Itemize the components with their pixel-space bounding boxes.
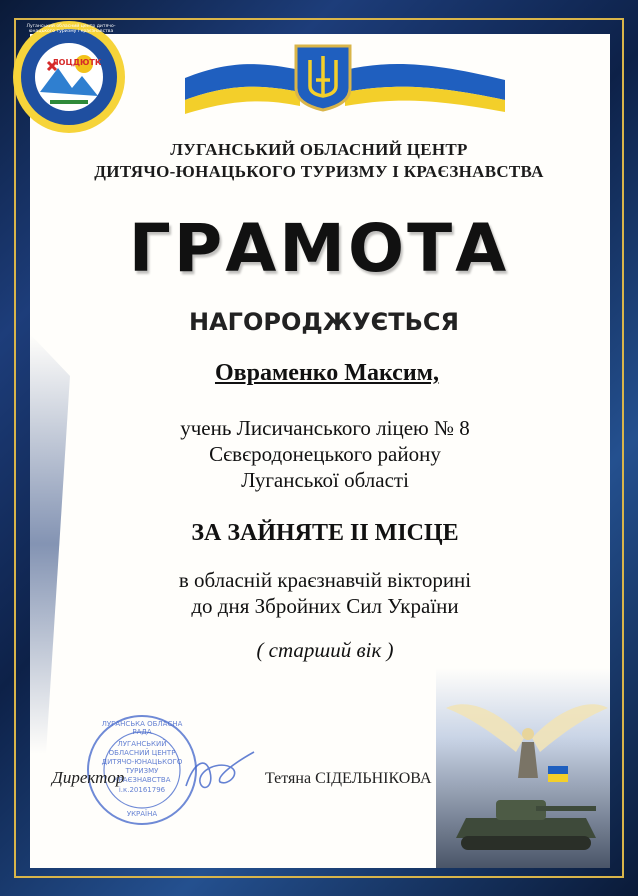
director-first-name: Тетяна: [265, 770, 312, 787]
logo-ring-text: Луганський обласний центр дитячо-юнацького туризму і краєзнавства: [26, 24, 116, 34]
director-role: Директор: [52, 768, 125, 787]
age-group: ( старший вік ): [256, 638, 394, 662]
stamp-line-3: ДИТЯЧО-ЮНАЦЬКОГО: [101, 758, 183, 766]
detail-line-2: Сєвєродонецького району: [209, 442, 441, 466]
detail-line-1: учень Лисичанського ліцею № 8: [180, 416, 470, 440]
place-label: ЗА ЗАЙНЯТЕ ІІ МІСЦЕ: [191, 520, 459, 546]
certificate-title: ГРАМОТА: [128, 210, 510, 287]
awarded-label: НАГОРОДЖУЄТЬСЯ: [189, 308, 459, 336]
stamp-line-5: КРАЄЗНАВСТВА: [113, 776, 171, 784]
recipient-name: Овраменко Максим,: [214, 360, 440, 386]
stamp-code: і.к.20161796: [118, 786, 166, 794]
organization-logo: [10, 18, 128, 136]
stamp-line-1: ЛУГАНСЬКИЙ: [117, 740, 167, 748]
logo-center-text: ЛОЦДЮТК: [52, 58, 102, 67]
detail-line-3: Луганської області: [241, 468, 409, 492]
director-signature: [180, 742, 260, 802]
trident-icon: [296, 46, 350, 110]
stamp-ring-bottom: УКРАЇНА: [126, 810, 158, 818]
stamp-line-4: ТУРИЗМУ: [125, 767, 159, 775]
angel-tank-illustration: [436, 668, 610, 868]
organization-line-2: ДИТЯЧО-ЮНАЦЬКОГО ТУРИЗМУ І КРАЄЗНАВСТВА: [94, 162, 544, 181]
event-line-2: до дня Збройних Сил України: [191, 594, 459, 618]
event-line-1: в обласній краєзнавчій вікторині: [178, 568, 472, 592]
director-last-name: СІДЕЛЬНІКОВА: [315, 770, 432, 787]
stamp-ring-top: ЛУГАНСЬКА ОБЛАСНА РАДА: [101, 720, 183, 736]
director-name: [265, 770, 432, 788]
stamp-line-2: ОБЛАСНИЙ ЦЕНТР: [108, 749, 176, 757]
organization-line-1: ЛУГАНСЬКИЙ ОБЛАСНИЙ ЦЕНТР: [170, 140, 468, 159]
